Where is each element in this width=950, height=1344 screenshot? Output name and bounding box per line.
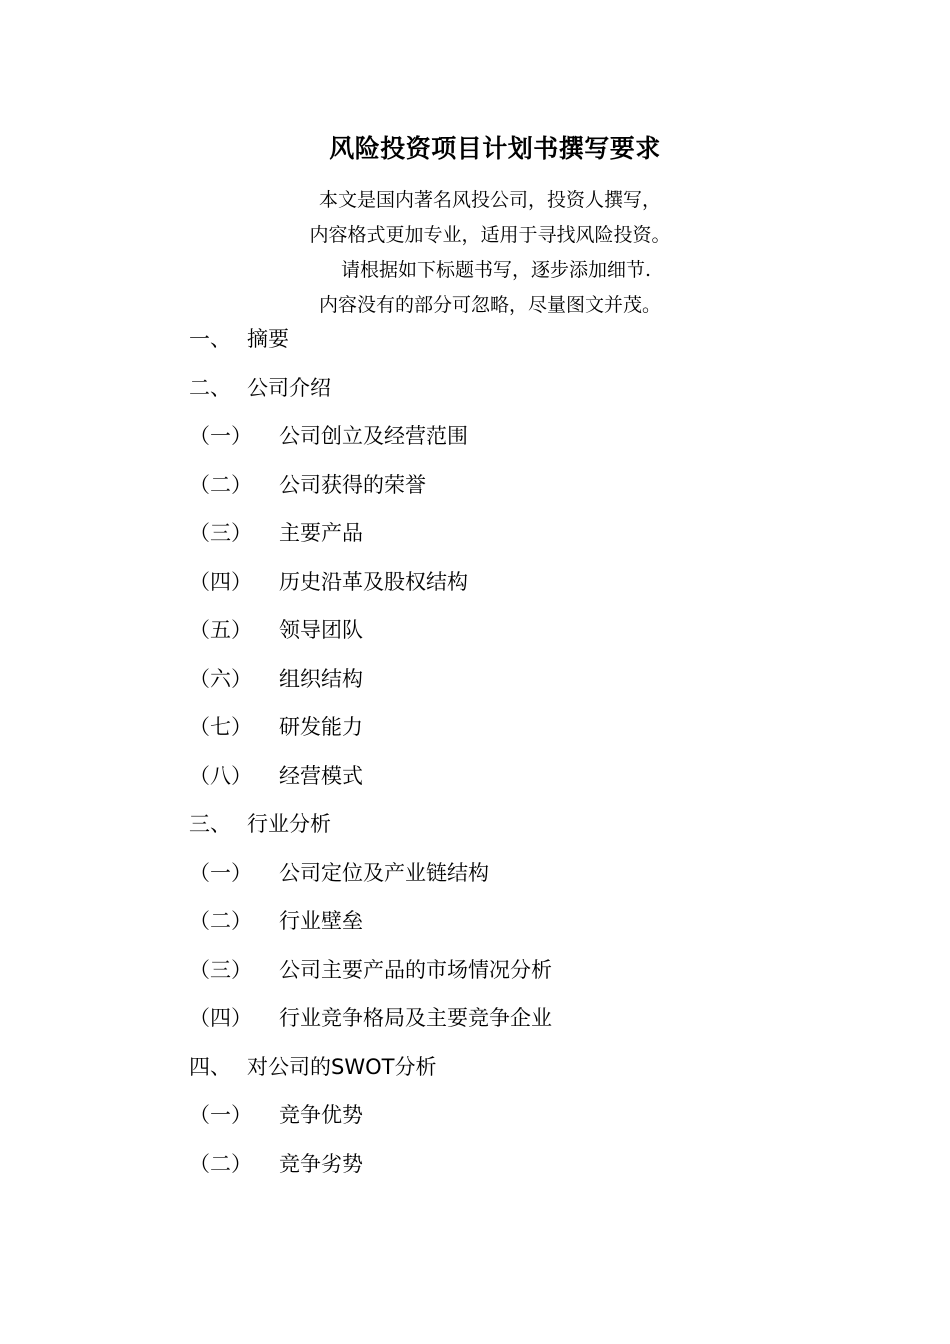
outline-heading: 主要产品 — [279, 521, 363, 545]
outline-heading: 组织结构 — [279, 666, 363, 691]
outline-number: （一） — [189, 860, 252, 885]
outline-subitem — [0, 662, 950, 711]
outline-number: 四、 — [189, 1054, 231, 1079]
outline-number: （七） — [189, 715, 252, 739]
outline-number: （二） — [189, 472, 252, 497]
outline-subitem — [0, 613, 950, 662]
outline-subitem — [0, 710, 950, 759]
outline-heading: 公司定位及产业链结构 — [279, 860, 489, 885]
outline-number: （六） — [189, 666, 252, 691]
outline-item — [0, 371, 950, 420]
outline-heading: 行业竞争格局及主要竞争企业 — [279, 1006, 552, 1030]
outline-heading: 公司创立及经营范围 — [279, 424, 468, 448]
outline-heading: 历史沿革及股权结构 — [279, 569, 468, 594]
outline-number: （四） — [189, 1006, 252, 1030]
outline-number: 二、 — [189, 375, 231, 400]
outline-heading: 公司获得的荣誉 — [279, 472, 426, 497]
outline-number: 一、 — [189, 327, 231, 351]
outline-number: （一） — [189, 424, 252, 448]
outline-heading: 经营模式 — [279, 763, 363, 788]
outline-item — [0, 1050, 950, 1099]
outline-subitem — [0, 953, 950, 1002]
outline-subitem — [0, 856, 950, 905]
intro-line: 内容格式更加专业，适用于寻找风险投资。 — [309, 224, 671, 246]
outline-item — [0, 322, 950, 371]
intro-line: 内容没有的部分可忽略，尽量图文并茂。 — [318, 294, 661, 316]
outline-heading: 行业壁垒 — [279, 909, 363, 933]
outline-subitem — [0, 1098, 950, 1147]
outline-number: （三） — [189, 521, 252, 545]
outline-number: （四） — [189, 569, 252, 594]
outline-number: （二） — [189, 1151, 252, 1176]
intro-line: 本文是国内著名风投公司，投资人撰写， — [318, 189, 661, 211]
outline-subitem — [0, 419, 950, 468]
outline-number: （一） — [189, 1103, 252, 1127]
outline-heading: 行业分析 — [247, 812, 331, 836]
outline-subitem — [0, 904, 950, 953]
outline-subitem — [0, 1001, 950, 1050]
outline-number: （五） — [189, 618, 252, 642]
outline-list — [0, 322, 950, 1195]
outline-number: （八） — [189, 763, 252, 788]
outline-subitem — [0, 516, 950, 565]
outline-heading: 对公司的SWOT分析 — [247, 1054, 437, 1079]
outline-number: （二） — [189, 909, 252, 933]
outline-subitem — [0, 1147, 950, 1196]
document-title: 风险投资项目计划书撰写要求 — [329, 134, 661, 163]
intro-paragraph — [0, 186, 950, 326]
outline-subitem — [0, 468, 950, 517]
outline-subitem — [0, 759, 950, 808]
intro-line: 请根据如下标题书写，逐步添加细节. — [340, 259, 652, 281]
outline-subitem — [0, 565, 950, 614]
outline-item — [0, 807, 950, 856]
outline-number: 三、 — [189, 812, 231, 836]
outline-number: （三） — [189, 957, 252, 982]
outline-heading: 摘要 — [247, 327, 289, 351]
outline-heading: 公司介绍 — [247, 375, 331, 400]
outline-heading: 竞争优势 — [279, 1103, 363, 1127]
outline-heading: 公司主要产品的市场情况分析 — [279, 957, 552, 982]
outline-heading: 领导团队 — [279, 618, 363, 642]
outline-heading: 竞争劣势 — [279, 1151, 363, 1176]
outline-heading: 研发能力 — [279, 715, 363, 739]
